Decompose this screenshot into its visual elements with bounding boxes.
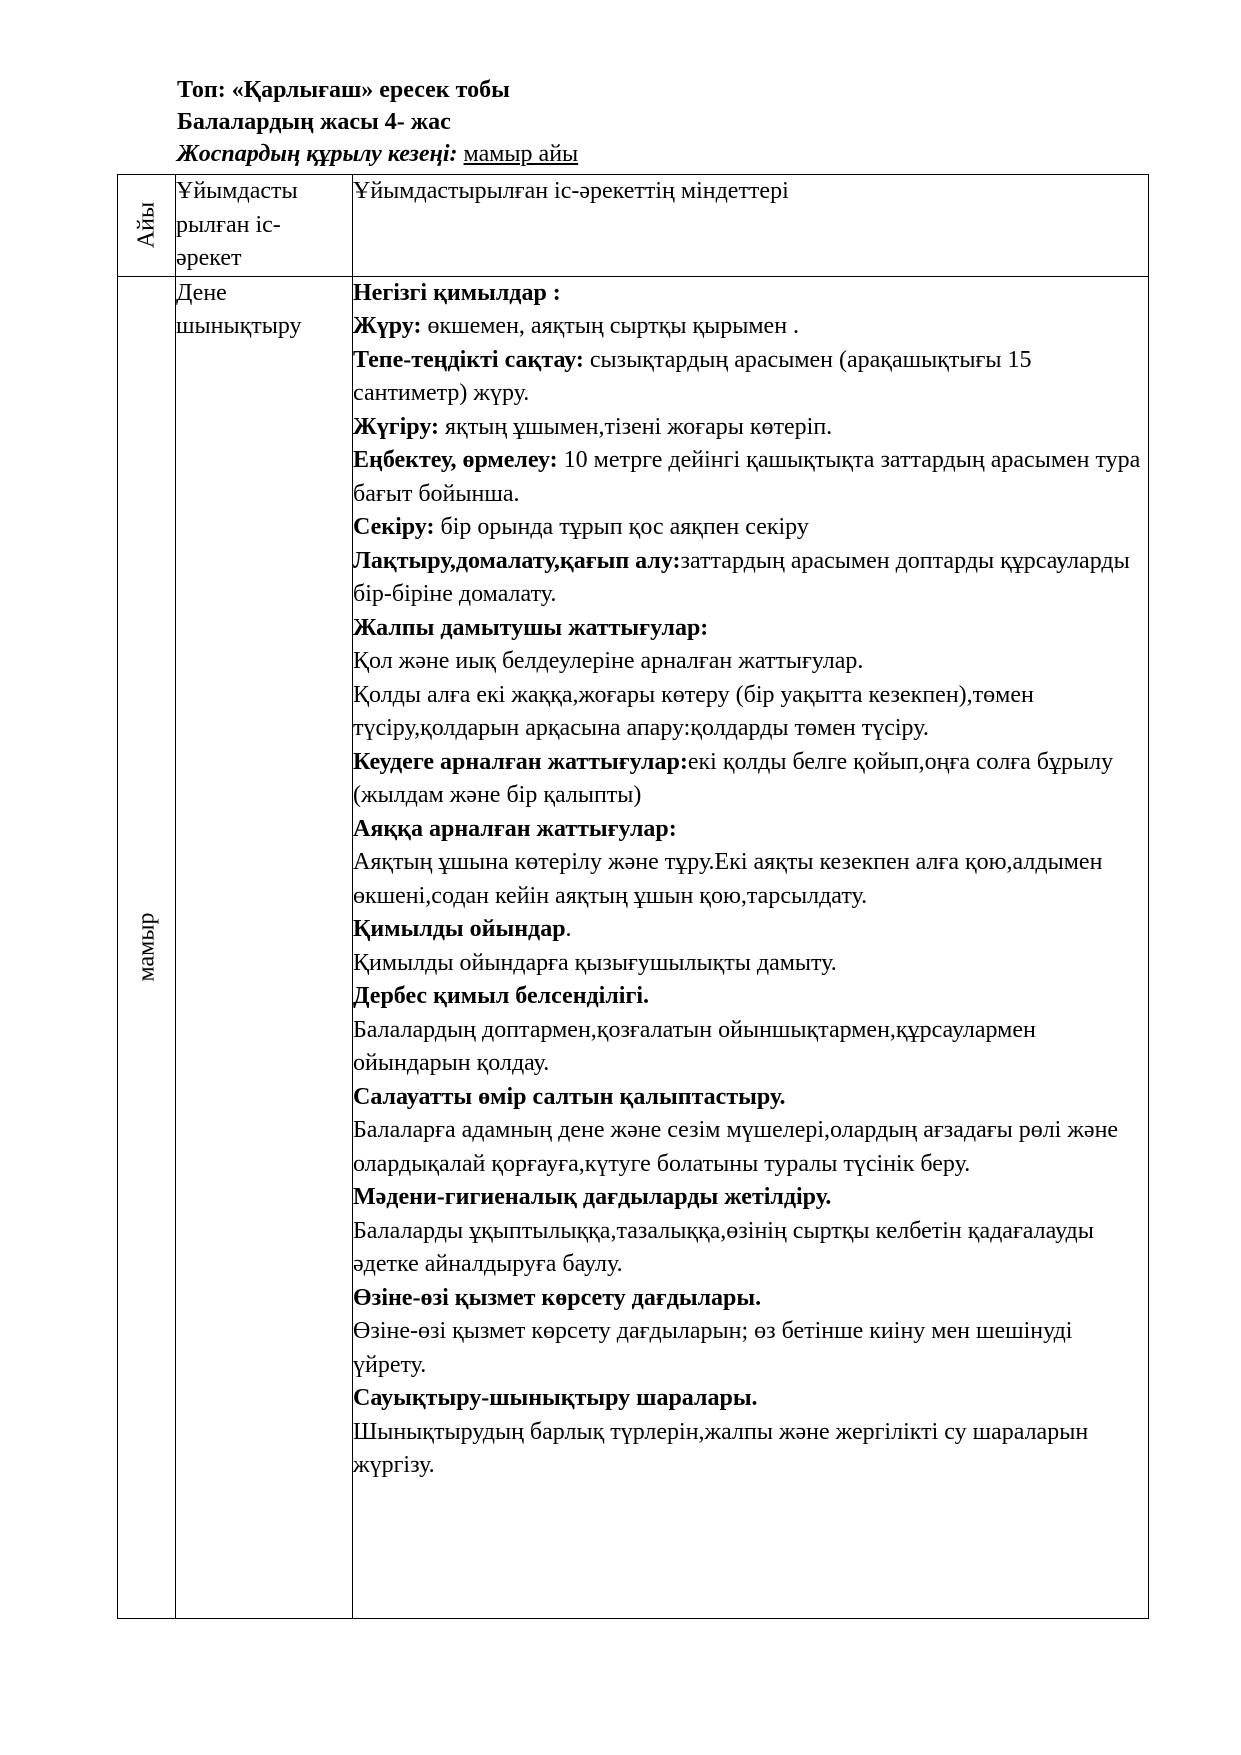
month-header-cell bbox=[118, 175, 176, 277]
month-header: Айы bbox=[132, 202, 159, 249]
table-header-row bbox=[118, 175, 1149, 277]
content-paragraph bbox=[353, 1081, 1148, 1115]
content-text: сызықтардың арасымен (арақашықтығы 15 сантиметр) жүру. bbox=[353, 346, 1032, 406]
content-heading: Жалпы дамытушы жаттығулар: bbox=[353, 614, 709, 641]
tasks-cell bbox=[353, 276, 1149, 1618]
period-label: Жоспардың құрылу кезеңі: bbox=[177, 141, 458, 167]
content-paragraph bbox=[353, 1114, 1148, 1181]
content-heading: Негізгі қимылдар : bbox=[353, 279, 561, 306]
content-paragraph bbox=[353, 1181, 1148, 1215]
content-text: өкшемен, аяқтың сыртқы қырымен . bbox=[421, 313, 800, 339]
content-text: Өзіне-өзі қызмет көрсету дағдыларын; өз бетінше киіну мен шешінуді үйрету. bbox=[353, 1318, 1073, 1378]
content-paragraph bbox=[353, 310, 1148, 344]
tasks-header-cell bbox=[353, 175, 1149, 277]
activity-cell bbox=[176, 276, 353, 1618]
content-paragraph bbox=[353, 980, 1148, 1014]
content-heading: Секіру: bbox=[353, 514, 435, 540]
content-text: Қолды алға екі жаққа,жоғары көтеру (бір уақытта кезекпен),төмен түсіру,қолдарын арқасына апару:қолдарды төмен түсіру. bbox=[353, 681, 1034, 741]
content-text: екі қолды белге қойып,оңға солға бұрылу (жылдам және бір қалыпты) bbox=[353, 748, 1114, 808]
content-paragraph bbox=[353, 1215, 1148, 1282]
content-paragraph bbox=[353, 813, 1148, 847]
content-heading: Жүгіру: bbox=[353, 413, 440, 440]
content-paragraph bbox=[353, 1282, 1148, 1316]
content-paragraph bbox=[353, 846, 1148, 913]
content-paragraph bbox=[353, 1382, 1148, 1416]
month-cell bbox=[118, 276, 176, 1618]
activity-line: шынықтыру bbox=[176, 313, 302, 339]
activity-header-line: рылған іс- bbox=[176, 211, 281, 238]
content-heading: Аяққа арналған жаттығулар: bbox=[353, 815, 677, 842]
content-text: Балаларды ұқыптылыққа,тазалыққа,өзінің сыртқы келбетін қадағалауды әдетке айналдыруға баулу. bbox=[353, 1217, 1094, 1277]
content-heading: Сауықтыру-шынықтыру шаралары. bbox=[353, 1385, 758, 1411]
document-header bbox=[177, 74, 578, 170]
content-text: Балалардың доптармен,қозғалатын ойыншықтармен,құрсаулармен ойындарын қолдау. bbox=[353, 1016, 1036, 1076]
activity-header-line: әрекет bbox=[176, 245, 242, 271]
age-label: Балалардың жасы 4- жас bbox=[177, 109, 451, 135]
content-paragraph bbox=[353, 947, 1148, 981]
content-paragraph bbox=[353, 1315, 1148, 1382]
content-heading: Салауатты өмір салтын қалыптастыру. bbox=[353, 1083, 786, 1110]
content-heading: Жүру: bbox=[353, 313, 422, 339]
content-paragraph bbox=[353, 1014, 1148, 1081]
content-heading: Кеудеге арналған жаттығулар: bbox=[353, 748, 688, 775]
content-paragraph bbox=[353, 1416, 1148, 1483]
plan-table bbox=[117, 174, 1149, 1619]
content-heading: Өзіне-өзі қызмет көрсету дағдылары. bbox=[353, 1284, 762, 1311]
period-line bbox=[177, 138, 578, 170]
content-heading: Қимылды ойындар bbox=[353, 916, 566, 942]
month-value: мамыр bbox=[132, 912, 159, 982]
content-text: бір орында тұрып қос аяқпен секіру bbox=[434, 514, 809, 540]
content-paragraph bbox=[353, 612, 1148, 646]
content-paragraph bbox=[353, 746, 1148, 813]
content-paragraph bbox=[353, 411, 1148, 445]
content-paragraph bbox=[353, 511, 1148, 545]
tasks-content bbox=[353, 277, 1148, 1483]
content-paragraph bbox=[353, 913, 1148, 947]
activity-header-cell bbox=[176, 175, 353, 277]
activity-header-line: Ұйымдасты bbox=[176, 178, 298, 204]
content-text: 10 метрге дейінгі қашықтықта заттардың арасымен тура бағыт бойынша. bbox=[353, 447, 1141, 507]
content-heading: Еңбектеу, өрмелеу: bbox=[353, 447, 558, 473]
content-heading: Мәдени-гигиеналық дағдыларды жетілдіру. bbox=[353, 1184, 832, 1210]
content-paragraph bbox=[353, 344, 1148, 411]
content-text: Қол және иық белдеулеріне арналған жаттығулар. bbox=[353, 648, 864, 674]
tasks-header: Ұйымдастырылған іс-әрекеттің міндеттері bbox=[353, 178, 789, 204]
content-text: Шынықтырудың барлық түрлерін,жалпы және жергілікті су шараларын жүргізу. bbox=[353, 1418, 1089, 1478]
content-text: заттардың арасымен доптарды құрсауларды бір-біріне домалату. bbox=[353, 547, 1130, 607]
content-paragraph bbox=[353, 545, 1148, 612]
content-heading: Дербес қимыл белсенділігі. bbox=[353, 983, 650, 1009]
content-text: Аяқтың ұшына көтерілу және тұру.Екі аяқты кезекпен алға қою,алдымен өкшені,содан кейін аяқтың ұшын қою,тарсылдату. bbox=[353, 849, 1103, 909]
content-heading: Лақтыру,домалату,қағып алу: bbox=[353, 547, 681, 574]
content-paragraph bbox=[353, 679, 1148, 746]
content-text: . bbox=[565, 916, 572, 942]
period-value: мамыр айы bbox=[463, 141, 579, 167]
content-text: Балаларға адамның дене және сезім мүшелері,олардың ағзадағы рөлі және олардықалай қорғауға,күтуге болатыны туралы түсінік беру. bbox=[353, 1117, 1119, 1177]
content-text: яқтың ұшымен,тізені жоғары көтеріп. bbox=[439, 413, 833, 440]
content-heading: Тепе-теңдікті сақтау: bbox=[353, 346, 584, 373]
content-text: Қимылды ойындарға қызығушылықты дамыту. bbox=[353, 949, 837, 976]
table-body-row bbox=[118, 276, 1149, 1618]
activity-line: Дене bbox=[176, 279, 227, 306]
group-label: Топ: «Қарлығаш» ересек тобы bbox=[177, 77, 510, 103]
content-paragraph bbox=[353, 277, 1148, 311]
content-paragraph bbox=[353, 444, 1148, 511]
content-paragraph bbox=[353, 645, 1148, 679]
